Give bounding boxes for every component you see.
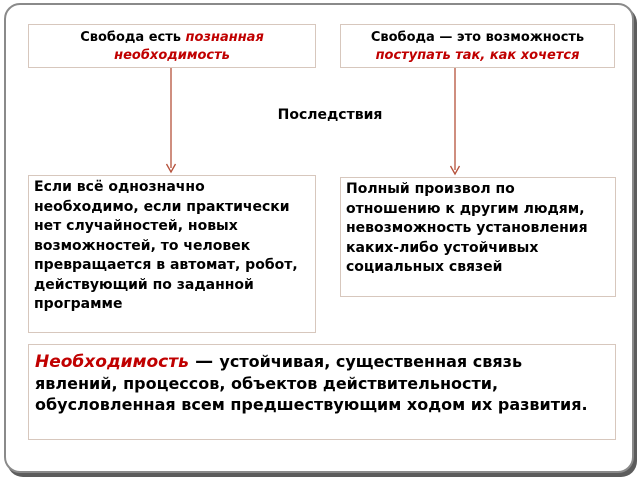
freedom-will-box xyxy=(340,24,615,68)
definition-box xyxy=(28,344,616,440)
definition-term: Необходимость xyxy=(35,352,189,372)
definition-dash: — xyxy=(188,351,220,372)
consequences-label: Последствия xyxy=(277,107,383,123)
freedom-will-accent: поступать так, как хочется xyxy=(375,48,580,63)
left-consequence-box: Если всё однозначно необходимо, если практически нет случайностей, новых возможностей, то человек превращается в автомат, робот, действующий по заданной программе xyxy=(28,175,316,333)
freedom-will-prefix: Свобода — это возможность xyxy=(370,30,585,45)
freedom-necessity-rest: необходимость xyxy=(114,48,230,63)
freedom-necessity-accent: познанная xyxy=(185,30,264,45)
definition-text: устойчивая, существенная связь явлений, процессов, объектов действительности, обусловленная всем предшествующим ходом их развития. xyxy=(35,352,588,414)
freedom-necessity-prefix: Свобода есть xyxy=(80,30,186,45)
freedom-necessity-box xyxy=(28,24,316,68)
right-consequence-box: Полный произвол по отношению к другим людям, невозможность установления каких-либо устойчивых социальных связей xyxy=(340,177,616,297)
